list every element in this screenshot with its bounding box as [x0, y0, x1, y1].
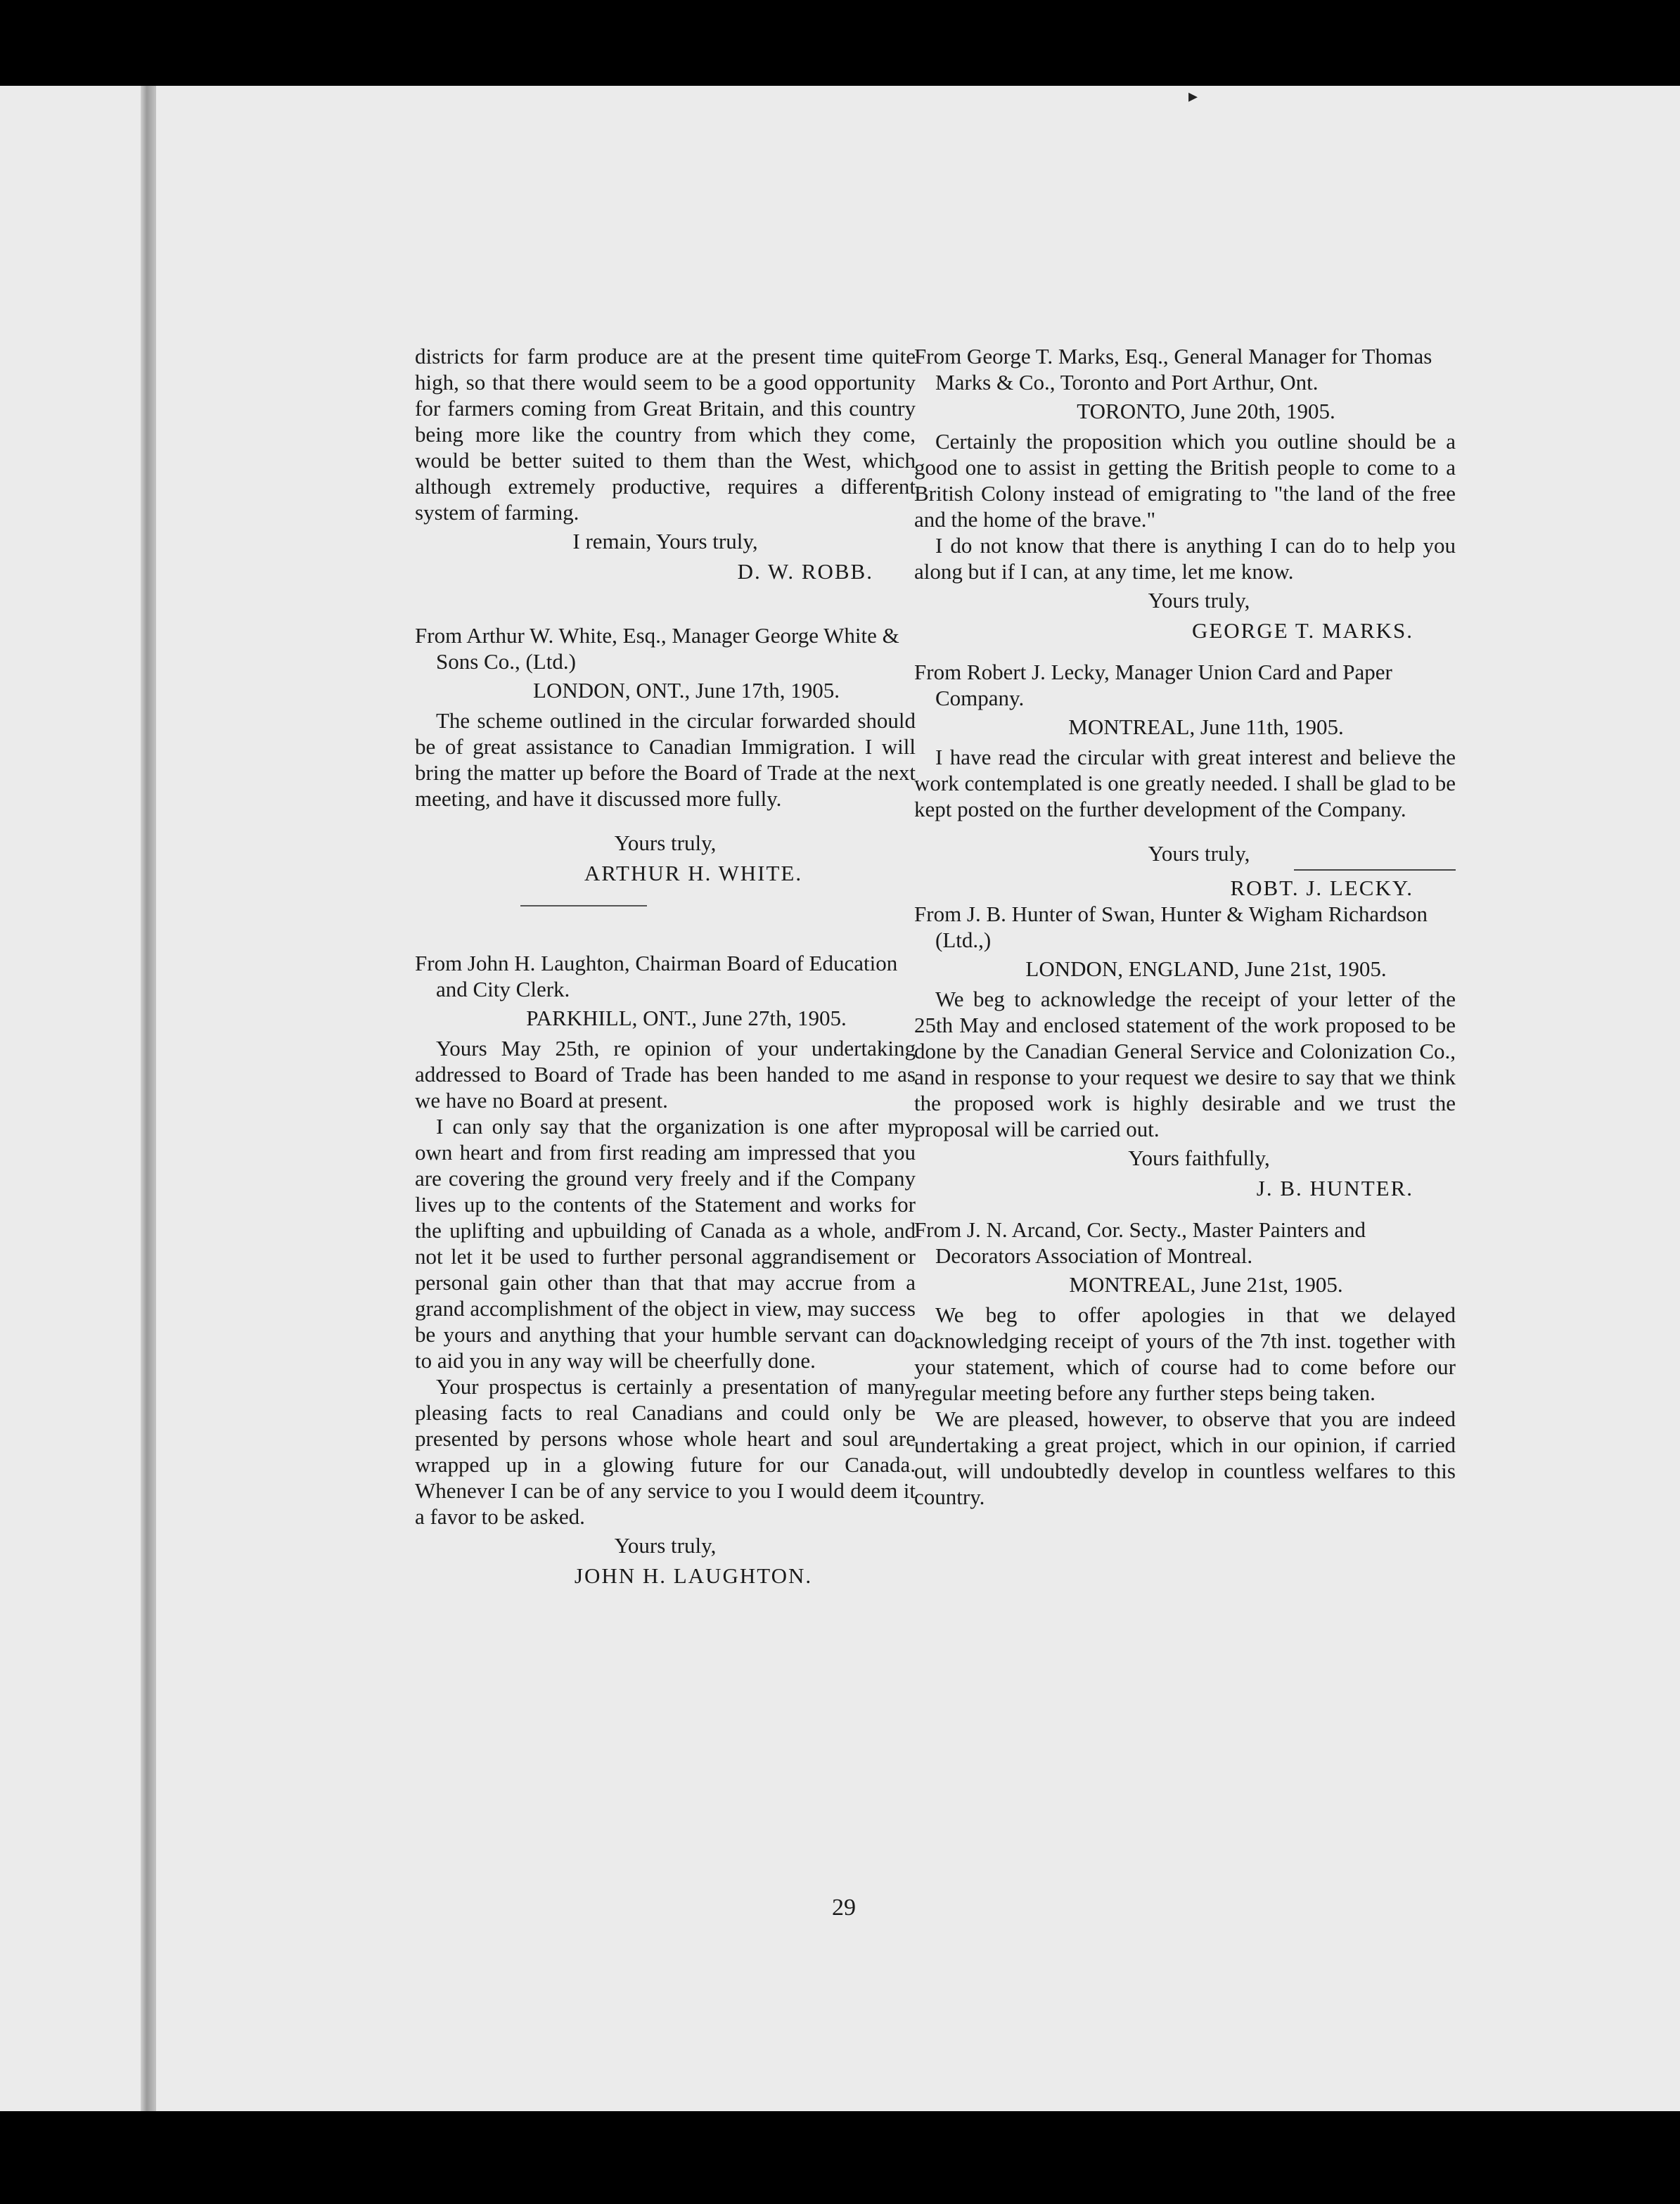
letter2-from: From John H. Laughton, Chairman Board of Education and City Clerk.	[415, 951, 898, 1001]
letter1-closing: Yours truly,	[614, 831, 717, 855]
letter2-signature: JOHN H. LAUGHTON.	[574, 1563, 813, 1588]
letter5-body: We beg to acknowledge the receipt of your letter of the 25th May and enclosed statement of the work proposed to be done by the Canadian General Service and Colonization Co., and in response to your request we desire to say that we think the proposed work is highly desirable and we trust the proposal will be carried out.	[914, 987, 1456, 1141]
page-number: 29	[832, 1895, 856, 1921]
letter4-closing: Yours truly,	[1148, 841, 1250, 866]
letter4-dateline: MONTREAL, June 11th, 1905.	[1068, 715, 1344, 739]
letter1-body: The scheme outlined in the circular forwarded should be of great assistance to Canadian Immigration. I will bring the matter up before the Board of Trade at the next meeting, and have it discussed more fully.	[415, 708, 916, 811]
signature-rule	[1294, 869, 1456, 871]
letter5-signature: J. B. HUNTER.	[1256, 1176, 1413, 1200]
letter3-dateline: TORONTO, June 20th, 1905.	[1077, 399, 1335, 423]
letter5-from: From J. B. Hunter of Swan, Hunter & Wigham Richardson (Ltd.,)	[914, 902, 1428, 952]
letter2-paragraph: Your prospectus is certainly a presentation of many pleasing facts to real Canadians and could only be presented by persons whose whole heart and soul are wrapped up in a glowing future for our Canada. Whenever I can be of any service to you I would deem it a favor to be asked.	[415, 1374, 916, 1529]
letter4-from: From Robert J. Lecky, Manager Union Card and Paper Company.	[914, 660, 1392, 710]
letter2-dateline: PARKHILL, ONT., June 27th, 1905.	[526, 1006, 847, 1030]
separator-rule	[520, 905, 647, 906]
page-marker: ▸	[1188, 86, 1198, 106]
intro-paragraph: districts for farm produce are at the present time quite high, so that there would seem to be a good opportunity for farmers coming from Great Britain, and this country being more like the country from which they come, would be better suited to them than the West, which although extremely productive, requires a different system of farming.	[415, 344, 916, 525]
right-column	[914, 343, 1456, 1510]
letter3-signature: GEORGE T. MARKS.	[1191, 618, 1413, 643]
letter1-dateline: LONDON, ONT., June 17th, 1905.	[533, 678, 840, 703]
letter3-from: From George T. Marks, Esq., General Manager for Thomas Marks & Co., Toronto and Port Arthur, Ont.	[914, 344, 1432, 395]
book-spine	[141, 86, 156, 2111]
letter6-dateline: MONTREAL, June 21st, 1905.	[1069, 1272, 1343, 1297]
letter5-closing: Yours faithfully,	[1128, 1146, 1270, 1170]
letter4-body: I have read the circular with great interest and believe the work contemplated is one greatly needed. I shall be glad to be kept posted on the further development of the Company.	[914, 745, 1456, 821]
letter2-paragraph: I can only say that the organization is one after my own heart and from first reading am impressed that you are covering the ground very freely and if the Company lives up to the contents of the Statement and works for the uplifting and upbuilding of Canada as a whole, and not let it be used to further personal aggrandisement or personal gain other than that that may accrue from a grand accomplishment of the object in view, may success be yours and anything that your humble servant can do to aid you in any way will be cheerfully done.	[415, 1114, 916, 1373]
letter3-closing: Yours truly,	[1148, 588, 1250, 613]
letter3-paragraph: I do not know that there is anything I can do to help you along but if I can, at any time, let me know.	[914, 533, 1456, 584]
letter5-dateline: LONDON, ENGLAND, June 21st, 1905.	[1025, 956, 1387, 981]
letter6-from: From J. N. Arcand, Cor. Secty., Master Painters and Decorators Association of Montreal.	[914, 1217, 1366, 1268]
letter6-paragraph: We are pleased, however, to observe that you are indeed undertaking a great project, which in our opinion, if carried out, will undoubtedly develop in countless welfares to this country.	[914, 1407, 1456, 1509]
intro-signature: D. W. ROBB.	[737, 559, 873, 584]
letter2-closing: Yours truly,	[614, 1533, 717, 1558]
letter2-paragraph: Yours May 25th, re opinion of your undertaking addressed to Board of Trade has been handed to me as we have no Board at present.	[415, 1036, 916, 1113]
letter4-signature: ROBT. J. LECKY.	[1230, 876, 1413, 900]
letter6-paragraph: We beg to offer apologies in that we delayed acknowledging receipt of yours of the 7th inst. together with your statement, which of course had to come before our regular meeting before any further steps being taken.	[914, 1302, 1456, 1405]
letter3-paragraph: Certainly the proposition which you outline should be a good one to assist in getting the British people to come to a British Colony instead of emigrating to "the land of the free and the home of the brave."	[914, 429, 1456, 532]
intro-closing: I remain, Yours truly,	[572, 529, 758, 553]
letter1-signature: ARTHUR H. WHITE.	[584, 861, 803, 885]
left-column	[415, 343, 916, 1589]
letter1-from: From Arthur W. White, Esq., Manager George White & Sons Co., (Ltd.)	[415, 623, 899, 674]
